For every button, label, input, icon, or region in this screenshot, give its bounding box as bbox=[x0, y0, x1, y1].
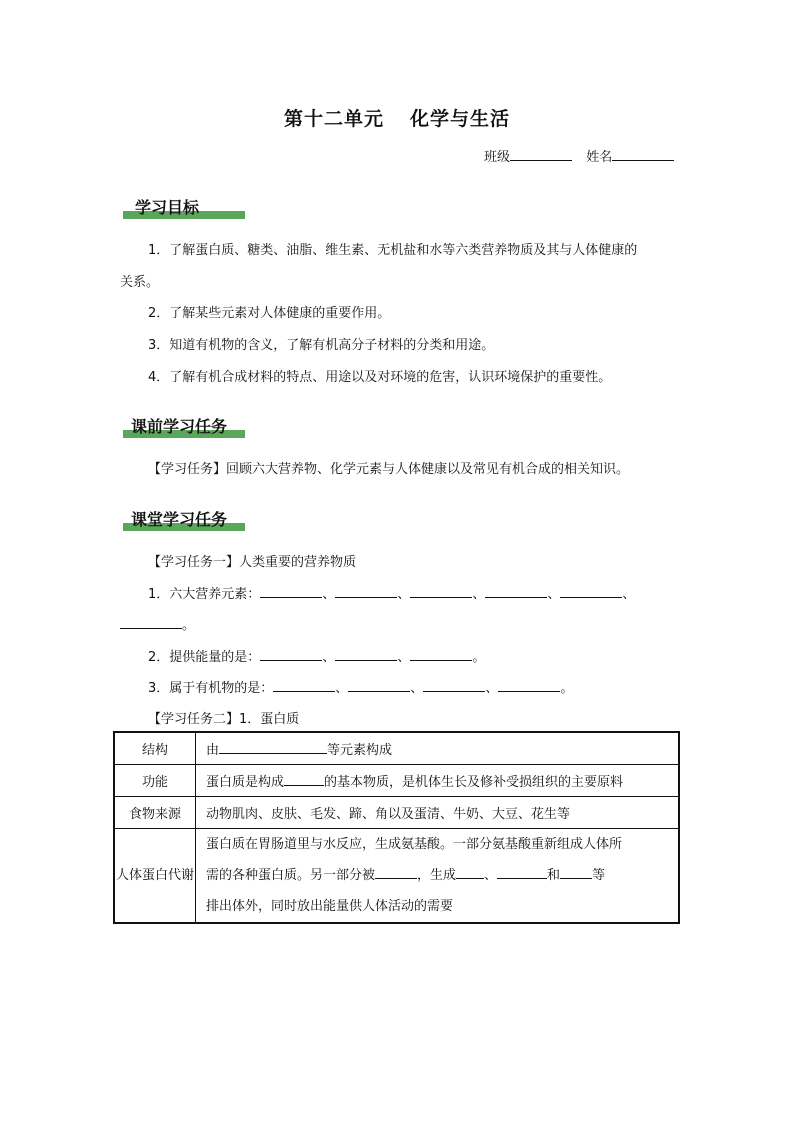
cell-text: 排出体外，同时放出能量供人体活动的需要 bbox=[206, 899, 454, 914]
cell-text: 等 bbox=[592, 868, 606, 883]
answer-blank[interactable] bbox=[120, 614, 182, 629]
cell-text: 蛋白质在胃肠道里与水反应，生成氨基酸。一部分氨基酸重新组成人体所 bbox=[206, 837, 623, 852]
section-heading-inclass bbox=[123, 505, 253, 531]
cell-text: 蛋白质是构成 bbox=[206, 775, 285, 790]
cell-text: 等元素构成 bbox=[327, 743, 393, 758]
name-blank[interactable] bbox=[612, 146, 674, 161]
separator: 、 bbox=[397, 650, 411, 665]
answer-blank[interactable] bbox=[335, 646, 397, 661]
separator: 、 bbox=[547, 587, 561, 602]
goal-item-1: 1．了解蛋白质、糖类、油脂、维生素、无机盐和水等六类营养物质及其与人体健康的 bbox=[148, 243, 638, 258]
question-2 bbox=[148, 646, 485, 665]
table-row bbox=[114, 829, 679, 924]
table-key-cell: 结构 bbox=[114, 732, 196, 765]
cell-text: 的基本物质，是机体生长及修补受损组织的主要原料 bbox=[324, 775, 624, 790]
answer-blank[interactable] bbox=[260, 583, 322, 598]
section-heading-goals bbox=[123, 193, 253, 219]
question-1-cont bbox=[120, 614, 195, 633]
question-3 bbox=[148, 677, 573, 696]
cell-text: 、 bbox=[484, 868, 498, 883]
title-topic: 化学与生活 bbox=[410, 108, 511, 130]
answer-blank[interactable] bbox=[348, 677, 410, 692]
table-row bbox=[114, 765, 679, 797]
question-2-label: 2．提供能量的是： bbox=[148, 650, 261, 665]
class-blank[interactable] bbox=[510, 146, 572, 161]
cell-text: 需的各种蛋白质。另一部分被 bbox=[206, 868, 376, 883]
answer-blank[interactable] bbox=[335, 583, 397, 598]
answer-blank[interactable] bbox=[456, 864, 484, 879]
answer-blank[interactable] bbox=[273, 677, 335, 692]
section-heading-label: 学习目标 bbox=[135, 198, 200, 217]
table-key-cell: 食物来源 bbox=[114, 797, 196, 829]
table-row bbox=[114, 732, 679, 765]
answer-blank[interactable] bbox=[560, 864, 592, 879]
task1-title: 【学习任务一】人类重要的营养物质 bbox=[148, 555, 357, 570]
class-label: 班级 bbox=[484, 150, 511, 165]
section-heading-label: 课前学习任务 bbox=[131, 417, 228, 436]
answer-blank[interactable] bbox=[219, 739, 327, 754]
page-title bbox=[0, 104, 794, 131]
separator: 、 bbox=[622, 587, 636, 602]
section-heading-label: 课堂学习任务 bbox=[131, 510, 228, 529]
table-value-cell bbox=[196, 829, 680, 924]
separator: 、 bbox=[322, 587, 336, 602]
answer-blank[interactable] bbox=[485, 583, 547, 598]
task2-title: 【学习任务二】1．蛋白质 bbox=[148, 712, 300, 727]
separator: 、 bbox=[485, 681, 499, 696]
cell-text: 和 bbox=[547, 868, 561, 883]
preclass-task: 【学习任务】回顾六大营养物、化学元素与人体健康以及常见有机合成的相关知识。 bbox=[148, 462, 630, 477]
answer-blank[interactable] bbox=[260, 646, 322, 661]
period: 。 bbox=[560, 681, 574, 696]
answer-blank[interactable] bbox=[410, 646, 472, 661]
answer-blank[interactable] bbox=[410, 583, 472, 598]
separator: 、 bbox=[335, 681, 349, 696]
question-1-label: 1．六大营养元素： bbox=[148, 587, 261, 602]
answer-blank[interactable] bbox=[498, 677, 560, 692]
answer-blank[interactable] bbox=[423, 677, 485, 692]
cell-text: 由 bbox=[206, 743, 220, 758]
separator: 、 bbox=[397, 587, 411, 602]
question-1 bbox=[148, 583, 635, 602]
student-info bbox=[484, 146, 674, 165]
answer-blank[interactable] bbox=[497, 864, 547, 879]
cell-text-line bbox=[206, 860, 668, 891]
goal-item-4: 4．了解有机合成材料的特点、用途以及对环境的危害，认识环境保护的重要性。 bbox=[148, 370, 612, 385]
name-label: 姓名 bbox=[586, 150, 613, 165]
cell-text: ，生成 bbox=[417, 868, 457, 883]
answer-blank[interactable] bbox=[375, 864, 417, 879]
table-value-cell: 动物肌肉、皮肤、毛发、蹄、角以及蛋清、牛奶、大豆、花生等 bbox=[196, 797, 680, 829]
period: 。 bbox=[182, 618, 196, 633]
goal-item-2: 2．了解某些元素对人体健康的重要作用。 bbox=[148, 306, 391, 321]
table-key-cell: 功能 bbox=[114, 765, 196, 797]
separator: 、 bbox=[410, 681, 424, 696]
separator: 、 bbox=[472, 587, 486, 602]
table-key-cell: 人体蛋白代谢 bbox=[114, 829, 196, 924]
table-value-cell bbox=[196, 765, 680, 797]
table-value-cell bbox=[196, 732, 680, 765]
protein-table bbox=[113, 731, 680, 924]
goal-item-3: 3．知道有机物的含义，了解有机高分子材料的分类和用途。 bbox=[148, 338, 495, 353]
section-heading-preclass bbox=[123, 412, 253, 438]
answer-blank[interactable] bbox=[284, 771, 324, 786]
title-unit: 第十二单元 bbox=[283, 108, 384, 130]
question-3-label: 3．属于有机物的是： bbox=[148, 681, 274, 696]
table-row bbox=[114, 797, 679, 829]
answer-blank[interactable] bbox=[560, 583, 622, 598]
goal-item-1-cont: 关系。 bbox=[120, 275, 160, 290]
separator: 、 bbox=[322, 650, 336, 665]
period: 。 bbox=[472, 650, 486, 665]
